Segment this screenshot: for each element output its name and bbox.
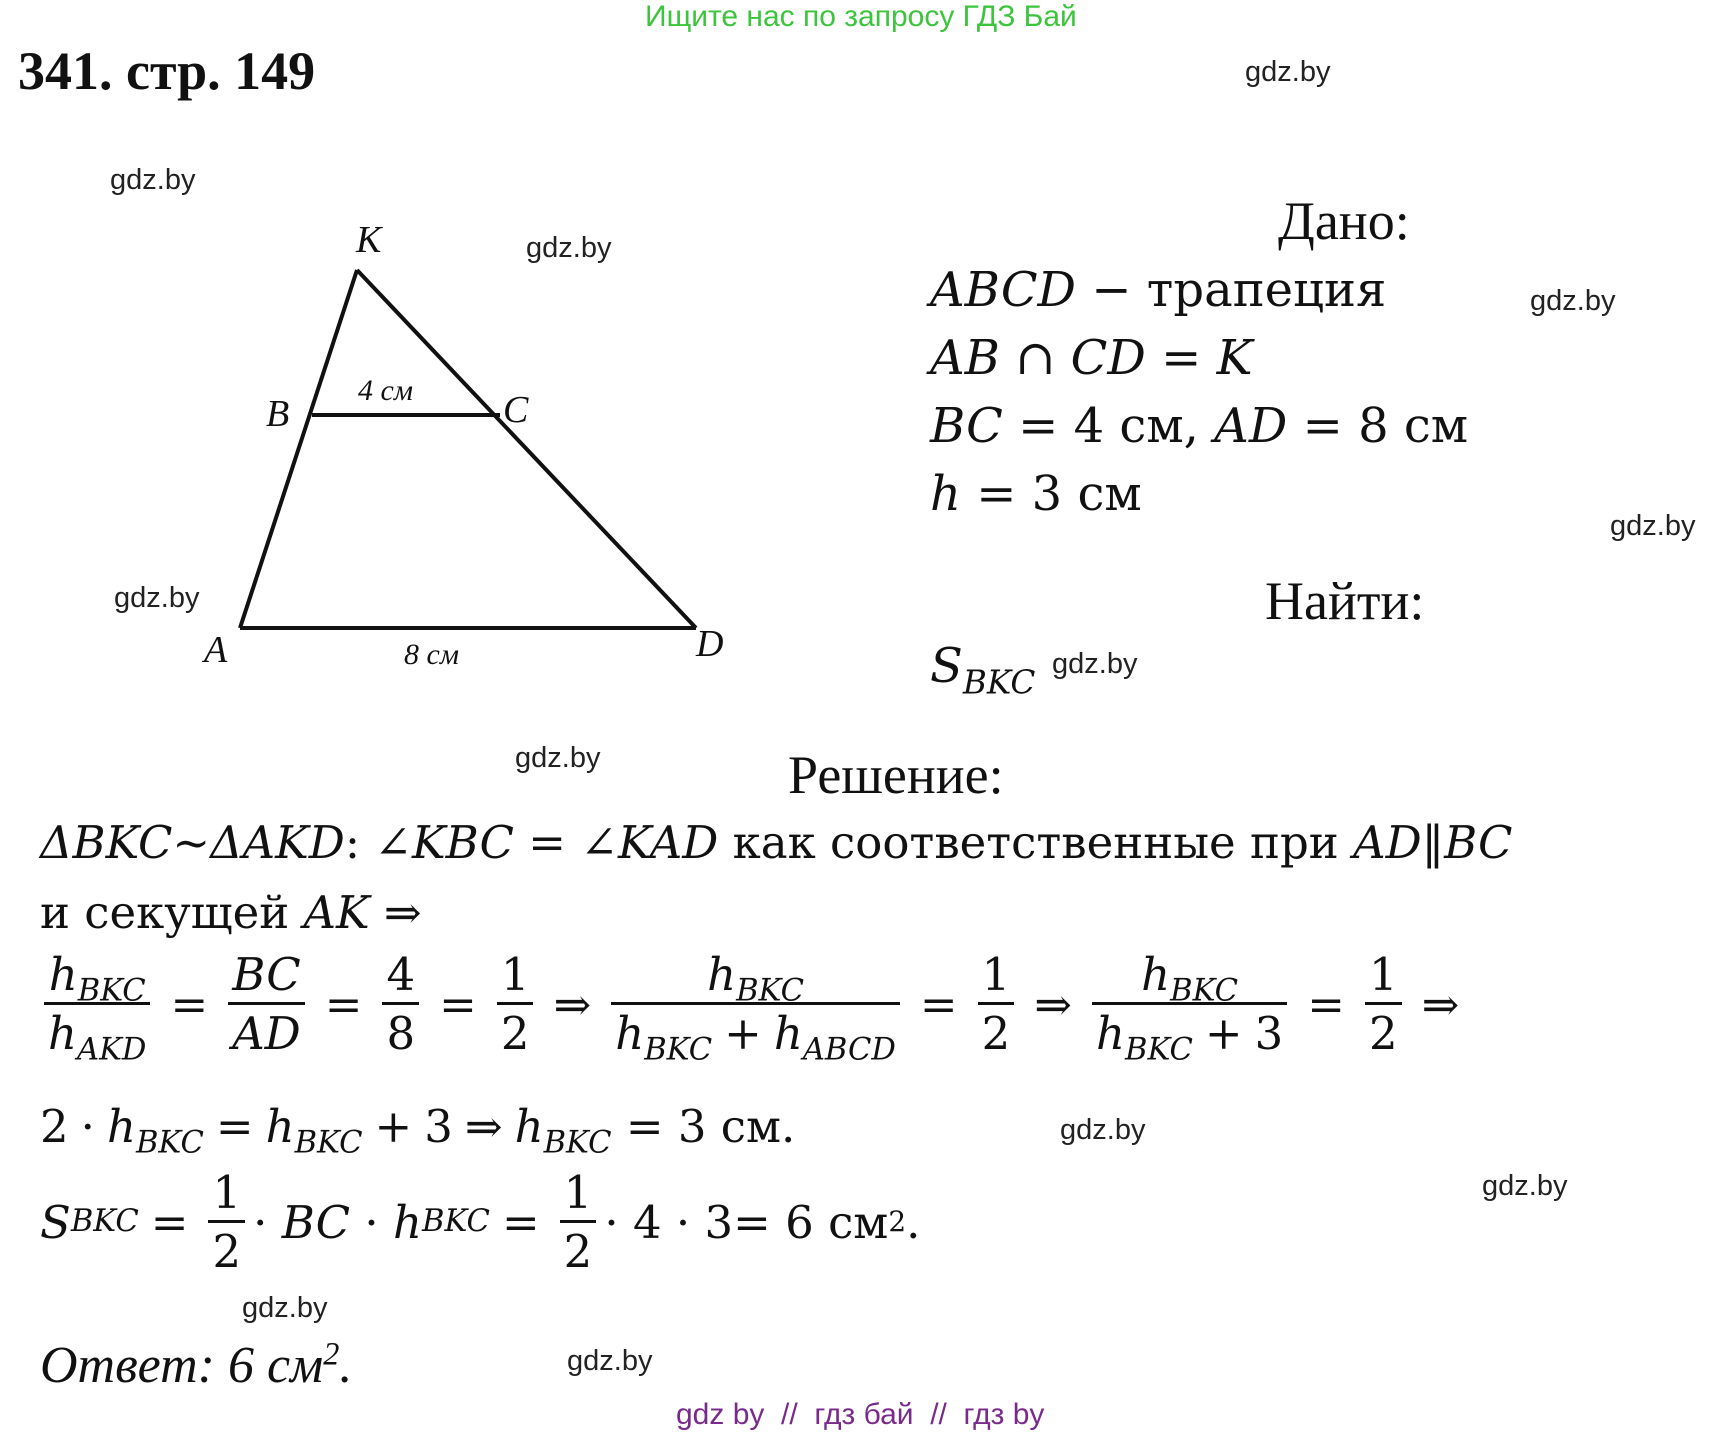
math-text: как соответственные при xyxy=(718,816,1354,869)
math-text: ⇒ xyxy=(369,886,422,939)
math-number: 2 xyxy=(1365,1002,1402,1059)
math-var: h xyxy=(106,1100,136,1153)
fraction xyxy=(497,950,534,1058)
math-number: 2 xyxy=(560,1220,597,1277)
bc-length-label: 4 см xyxy=(358,374,413,407)
math-var: h xyxy=(48,1006,77,1060)
fraction xyxy=(611,948,900,1068)
ad-length-label: 8 см xyxy=(404,638,459,671)
equals-sign: = xyxy=(150,1195,189,1249)
math-number: 1 xyxy=(500,948,530,1001)
watermark: gdz.by xyxy=(1060,1114,1146,1146)
plus-sign: + xyxy=(724,1006,762,1060)
given-var: AD xyxy=(1214,398,1288,454)
answer-text: Ответ: 6 см xyxy=(40,1337,324,1394)
given-var: AB ∩ CD = K xyxy=(930,330,1253,386)
given-line-2 xyxy=(930,330,1253,386)
math-subscript: BKC xyxy=(543,1125,612,1161)
vertex-a-label: A xyxy=(204,629,228,671)
math-number: 8 xyxy=(382,1002,419,1059)
dot-operator: · xyxy=(253,1195,268,1249)
solution-line-3 xyxy=(36,948,1471,1068)
math-text: : xyxy=(344,816,375,869)
dot-operator: · xyxy=(675,1195,691,1249)
fraction xyxy=(208,1168,245,1276)
math-var: h xyxy=(514,1100,544,1153)
fraction xyxy=(44,948,150,1068)
implies-arrow: ⇒ xyxy=(464,1100,503,1153)
given-line-3 xyxy=(930,398,1469,454)
footer-links[interactable]: gdz by // гдз бай // гдз by xyxy=(676,1398,1045,1431)
math-number: 2 xyxy=(40,1100,69,1153)
solution-line-5: S BKC = $\frac{1}{2}$ · BC · h BKC = $\frac{1}{2}$ · 4 · 3 = 6 см 2 . xyxy=(40,1166,921,1278)
math-number: 2 xyxy=(497,1002,534,1059)
math-subscript: BKC xyxy=(736,973,805,1009)
math-subscript: AKD xyxy=(76,1032,147,1068)
watermark: gdz.by xyxy=(114,582,200,614)
math-number: 1 xyxy=(1369,948,1398,1001)
dot-operator: · xyxy=(364,1195,379,1249)
vertex-k-label: K xyxy=(356,219,382,261)
find-var: S xyxy=(930,638,963,694)
math-subscript: BKC xyxy=(70,1204,139,1239)
answer-period: . xyxy=(339,1337,353,1394)
given-line-4 xyxy=(930,466,1142,522)
math-var: h xyxy=(48,948,78,1001)
math-var: h xyxy=(707,948,737,1001)
vertex-b-label: B xyxy=(266,393,290,435)
math-var: h xyxy=(1141,948,1171,1001)
fraction xyxy=(978,950,1015,1058)
given-line-1 xyxy=(930,262,1387,318)
equals-sign: = xyxy=(215,1100,254,1153)
implies-arrow: ⇒ xyxy=(1034,977,1072,1031)
math-number: 3 xyxy=(424,1100,453,1153)
watermark: gdz.by xyxy=(1482,1170,1568,1202)
find-line xyxy=(930,638,1036,702)
watermark: gdz.by xyxy=(515,742,601,774)
dot-operator: · xyxy=(604,1195,619,1249)
math-expr: AK xyxy=(303,886,370,939)
math-var: h xyxy=(1096,1006,1125,1060)
math-text: = 3 см. xyxy=(611,1100,796,1153)
math-subscript: BKC xyxy=(1124,1032,1193,1068)
math-subscript: BKC xyxy=(294,1125,363,1161)
math-var: h xyxy=(615,1006,645,1060)
watermark: gdz.by xyxy=(567,1345,653,1377)
side-kd xyxy=(357,270,696,628)
math-subscript: BKC xyxy=(644,1032,713,1068)
math-subscript: BKC xyxy=(135,1125,204,1161)
math-expr: AD‖BC xyxy=(1353,816,1513,869)
given-var: ABCD xyxy=(930,262,1077,318)
implies-arrow: ⇒ xyxy=(553,977,592,1031)
math-number: 1 xyxy=(563,1166,593,1219)
watermark: gdz.by xyxy=(1530,285,1616,317)
fraction xyxy=(382,950,419,1058)
page-title: 341. стр. 149 xyxy=(18,41,316,101)
math-var: h xyxy=(773,1006,803,1060)
equals-sign: = xyxy=(170,977,209,1031)
given-text: = 3 см xyxy=(976,466,1142,522)
math-number: 1 xyxy=(212,1166,242,1219)
equals-sign: = xyxy=(324,977,363,1031)
math-number: 2 xyxy=(978,1002,1015,1059)
watermark: gdz.by xyxy=(1052,648,1138,680)
equals-sign: = xyxy=(919,977,958,1031)
math-var: AD xyxy=(232,1006,301,1060)
equals-sign: = xyxy=(439,977,477,1031)
watermark: gdz.by xyxy=(242,1292,328,1324)
plus-sign: + xyxy=(1204,1006,1243,1060)
dot-operator: · xyxy=(80,1100,95,1153)
math-var: h xyxy=(265,1100,295,1153)
math-var: h xyxy=(393,1195,423,1249)
answer-superscript: 2 xyxy=(323,1335,340,1372)
solution-header: Решение: xyxy=(788,745,1004,805)
equals-sign: = xyxy=(501,1195,540,1249)
math-number: 4 xyxy=(632,1195,662,1249)
fraction xyxy=(560,1168,597,1276)
vertex-c-label: C xyxy=(503,389,529,431)
math-var: S xyxy=(40,1195,71,1249)
math-number: 2 xyxy=(208,1220,245,1277)
vertex-d-label: D xyxy=(696,623,724,665)
side-ka xyxy=(240,270,357,628)
solution-line-4 xyxy=(40,1100,796,1161)
equals-sign: = xyxy=(1307,977,1345,1031)
math-var: BC xyxy=(232,948,301,1001)
fraction xyxy=(1092,948,1287,1068)
trapezoid-figure xyxy=(0,0,760,690)
fraction xyxy=(228,950,305,1058)
given-text: = 4 см, xyxy=(1018,398,1199,454)
solution-line-1 xyxy=(40,816,1513,869)
given-header: Дано: xyxy=(1278,191,1410,251)
watermark: gdz.by xyxy=(1245,56,1331,88)
given-var: BC xyxy=(930,398,1003,454)
given-text: = 8 см xyxy=(1302,398,1469,454)
watermark: gdz.by xyxy=(110,164,196,196)
fraction xyxy=(1365,950,1402,1058)
math-text: и секущей xyxy=(40,886,304,939)
math-var: BC xyxy=(281,1195,351,1249)
math-number: 1 xyxy=(981,948,1011,1001)
watermark: gdz.by xyxy=(526,232,612,264)
math-subscript: BKC xyxy=(422,1204,490,1239)
math-expr: ΔBKC~ΔAKD xyxy=(40,816,345,869)
math-expr: ∠KBC = ∠KAD xyxy=(374,816,719,869)
math-text: = 6 см xyxy=(733,1195,889,1249)
given-var: h xyxy=(930,466,961,522)
solution-line-2 xyxy=(40,886,422,939)
implies-arrow: ⇒ xyxy=(1421,977,1460,1031)
math-number: 3 xyxy=(1254,1006,1284,1060)
search-banner: Ищите нас по запросу ГДЗ Бай xyxy=(645,0,1077,33)
find-subscript: BKC xyxy=(962,663,1036,702)
given-text: − трапеция xyxy=(1091,262,1387,318)
math-subscript: BKC xyxy=(77,973,146,1009)
math-subscript: BKC xyxy=(1170,973,1239,1009)
find-header: Найти: xyxy=(1265,571,1425,631)
math-subscript: ABCD xyxy=(802,1032,896,1068)
watermark: gdz.by xyxy=(1610,510,1696,542)
answer xyxy=(40,1336,352,1395)
math-text: . xyxy=(906,1195,921,1249)
math-number: 3 xyxy=(704,1195,734,1249)
math-number: 4 xyxy=(386,948,416,1001)
plus-sign: + xyxy=(374,1100,413,1153)
